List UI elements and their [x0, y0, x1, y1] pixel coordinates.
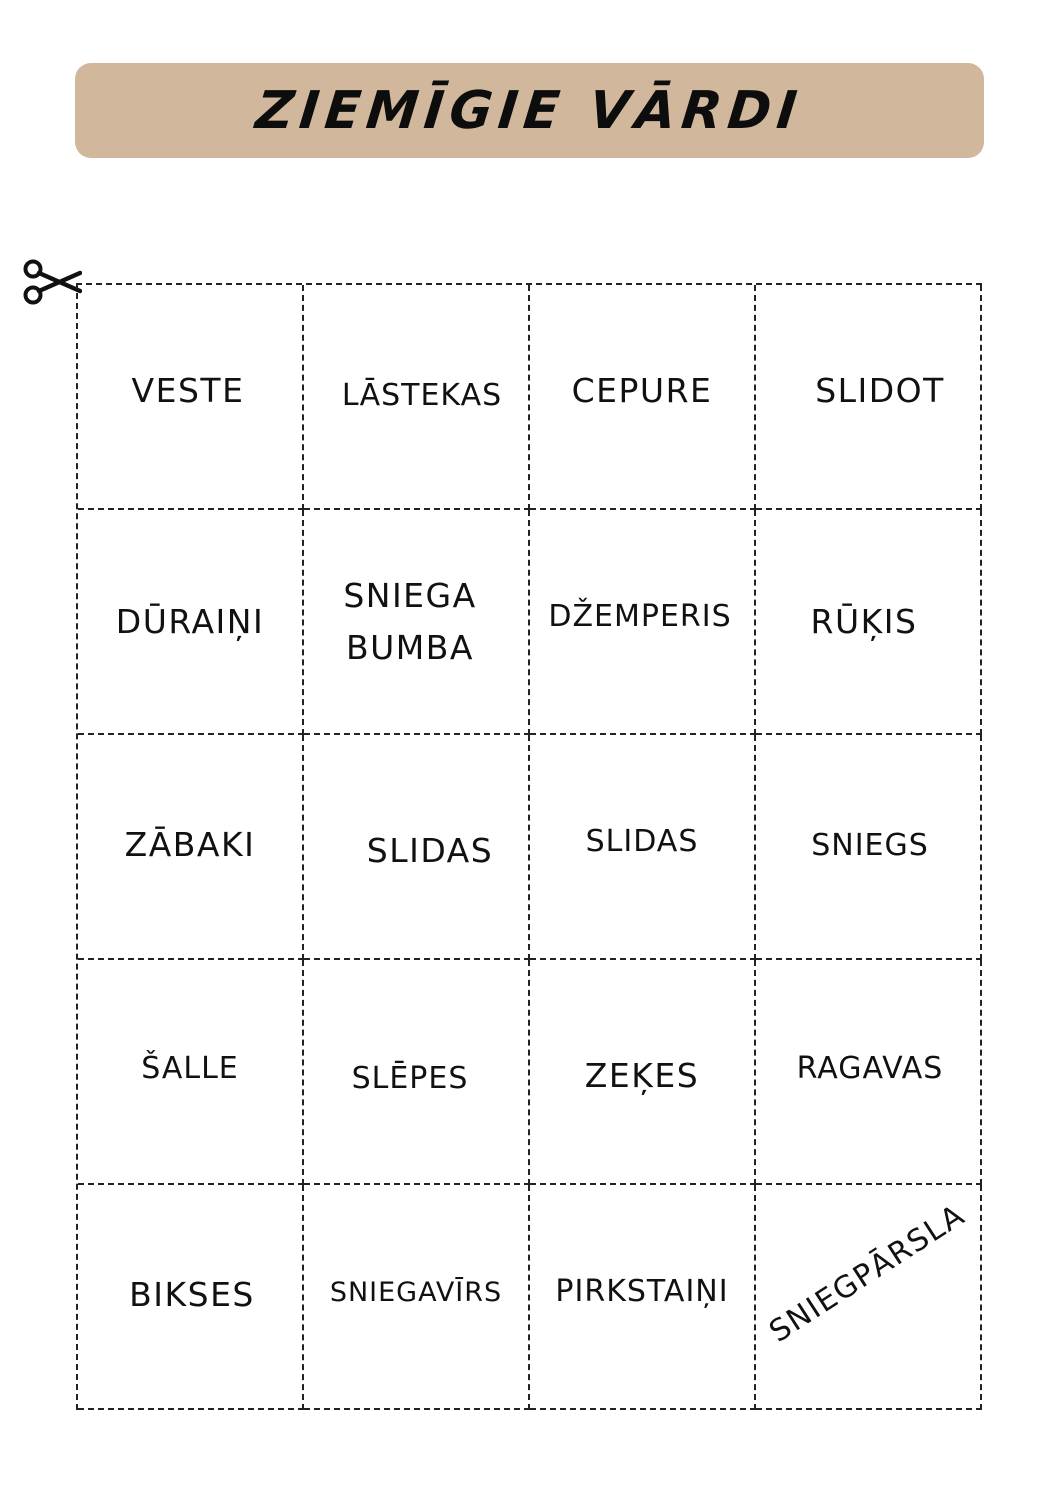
- word-label: BIKSES: [129, 1274, 255, 1314]
- word-card: [530, 285, 756, 510]
- word-label: RŪĶIS: [810, 601, 918, 641]
- word-card: [756, 735, 982, 960]
- word-label: VESTE: [131, 370, 245, 410]
- word-label: SNIEGAVĪRS: [329, 1276, 503, 1308]
- word-card: [530, 1185, 756, 1410]
- title-banner: [75, 63, 984, 158]
- word-label: SNIEGA BUMBA: [343, 576, 477, 667]
- word-card: [304, 510, 530, 735]
- word-card: [304, 735, 530, 960]
- word-label: ZEĶES: [584, 1055, 700, 1095]
- word-card: [756, 285, 982, 510]
- word-card: [304, 960, 530, 1185]
- word-card: [304, 1185, 530, 1410]
- word-card: [756, 510, 982, 735]
- word-card: [530, 960, 756, 1185]
- word-card: [78, 960, 304, 1185]
- word-card: [756, 1185, 982, 1410]
- word-label: SLIDAS: [366, 830, 494, 870]
- word-label: LĀSTEKAS: [341, 378, 503, 414]
- word-label: SLĒPES: [351, 1061, 469, 1097]
- word-label: SLIDAS: [585, 824, 699, 860]
- word-card: [530, 735, 756, 960]
- word-card: [530, 510, 756, 735]
- page-title: ZIEMĪGIE VĀRDI: [253, 80, 806, 141]
- word-card: [78, 285, 304, 510]
- word-card: [756, 960, 982, 1185]
- word-label: ŠALLE: [141, 1051, 239, 1087]
- word-card: [78, 510, 304, 735]
- word-label: CEPURE: [571, 370, 713, 410]
- word-card: [78, 735, 304, 960]
- word-label: PIRKSTAIŅI: [555, 1274, 729, 1310]
- word-label: ZĀBAKI: [124, 824, 256, 864]
- word-label: SNIEGS: [811, 828, 929, 864]
- word-card: [78, 1185, 304, 1410]
- scissors-icon: [20, 258, 82, 306]
- word-label: DŪRAIŅI: [115, 601, 265, 641]
- word-label: DŽEMPERIS: [548, 599, 732, 635]
- word-card: [304, 285, 530, 510]
- word-label: SNIEGPĀRSLA: [763, 1197, 972, 1350]
- word-label: RAGAVAS: [796, 1051, 944, 1087]
- word-card-grid: [76, 283, 982, 1410]
- word-label: SLIDOT: [815, 370, 945, 410]
